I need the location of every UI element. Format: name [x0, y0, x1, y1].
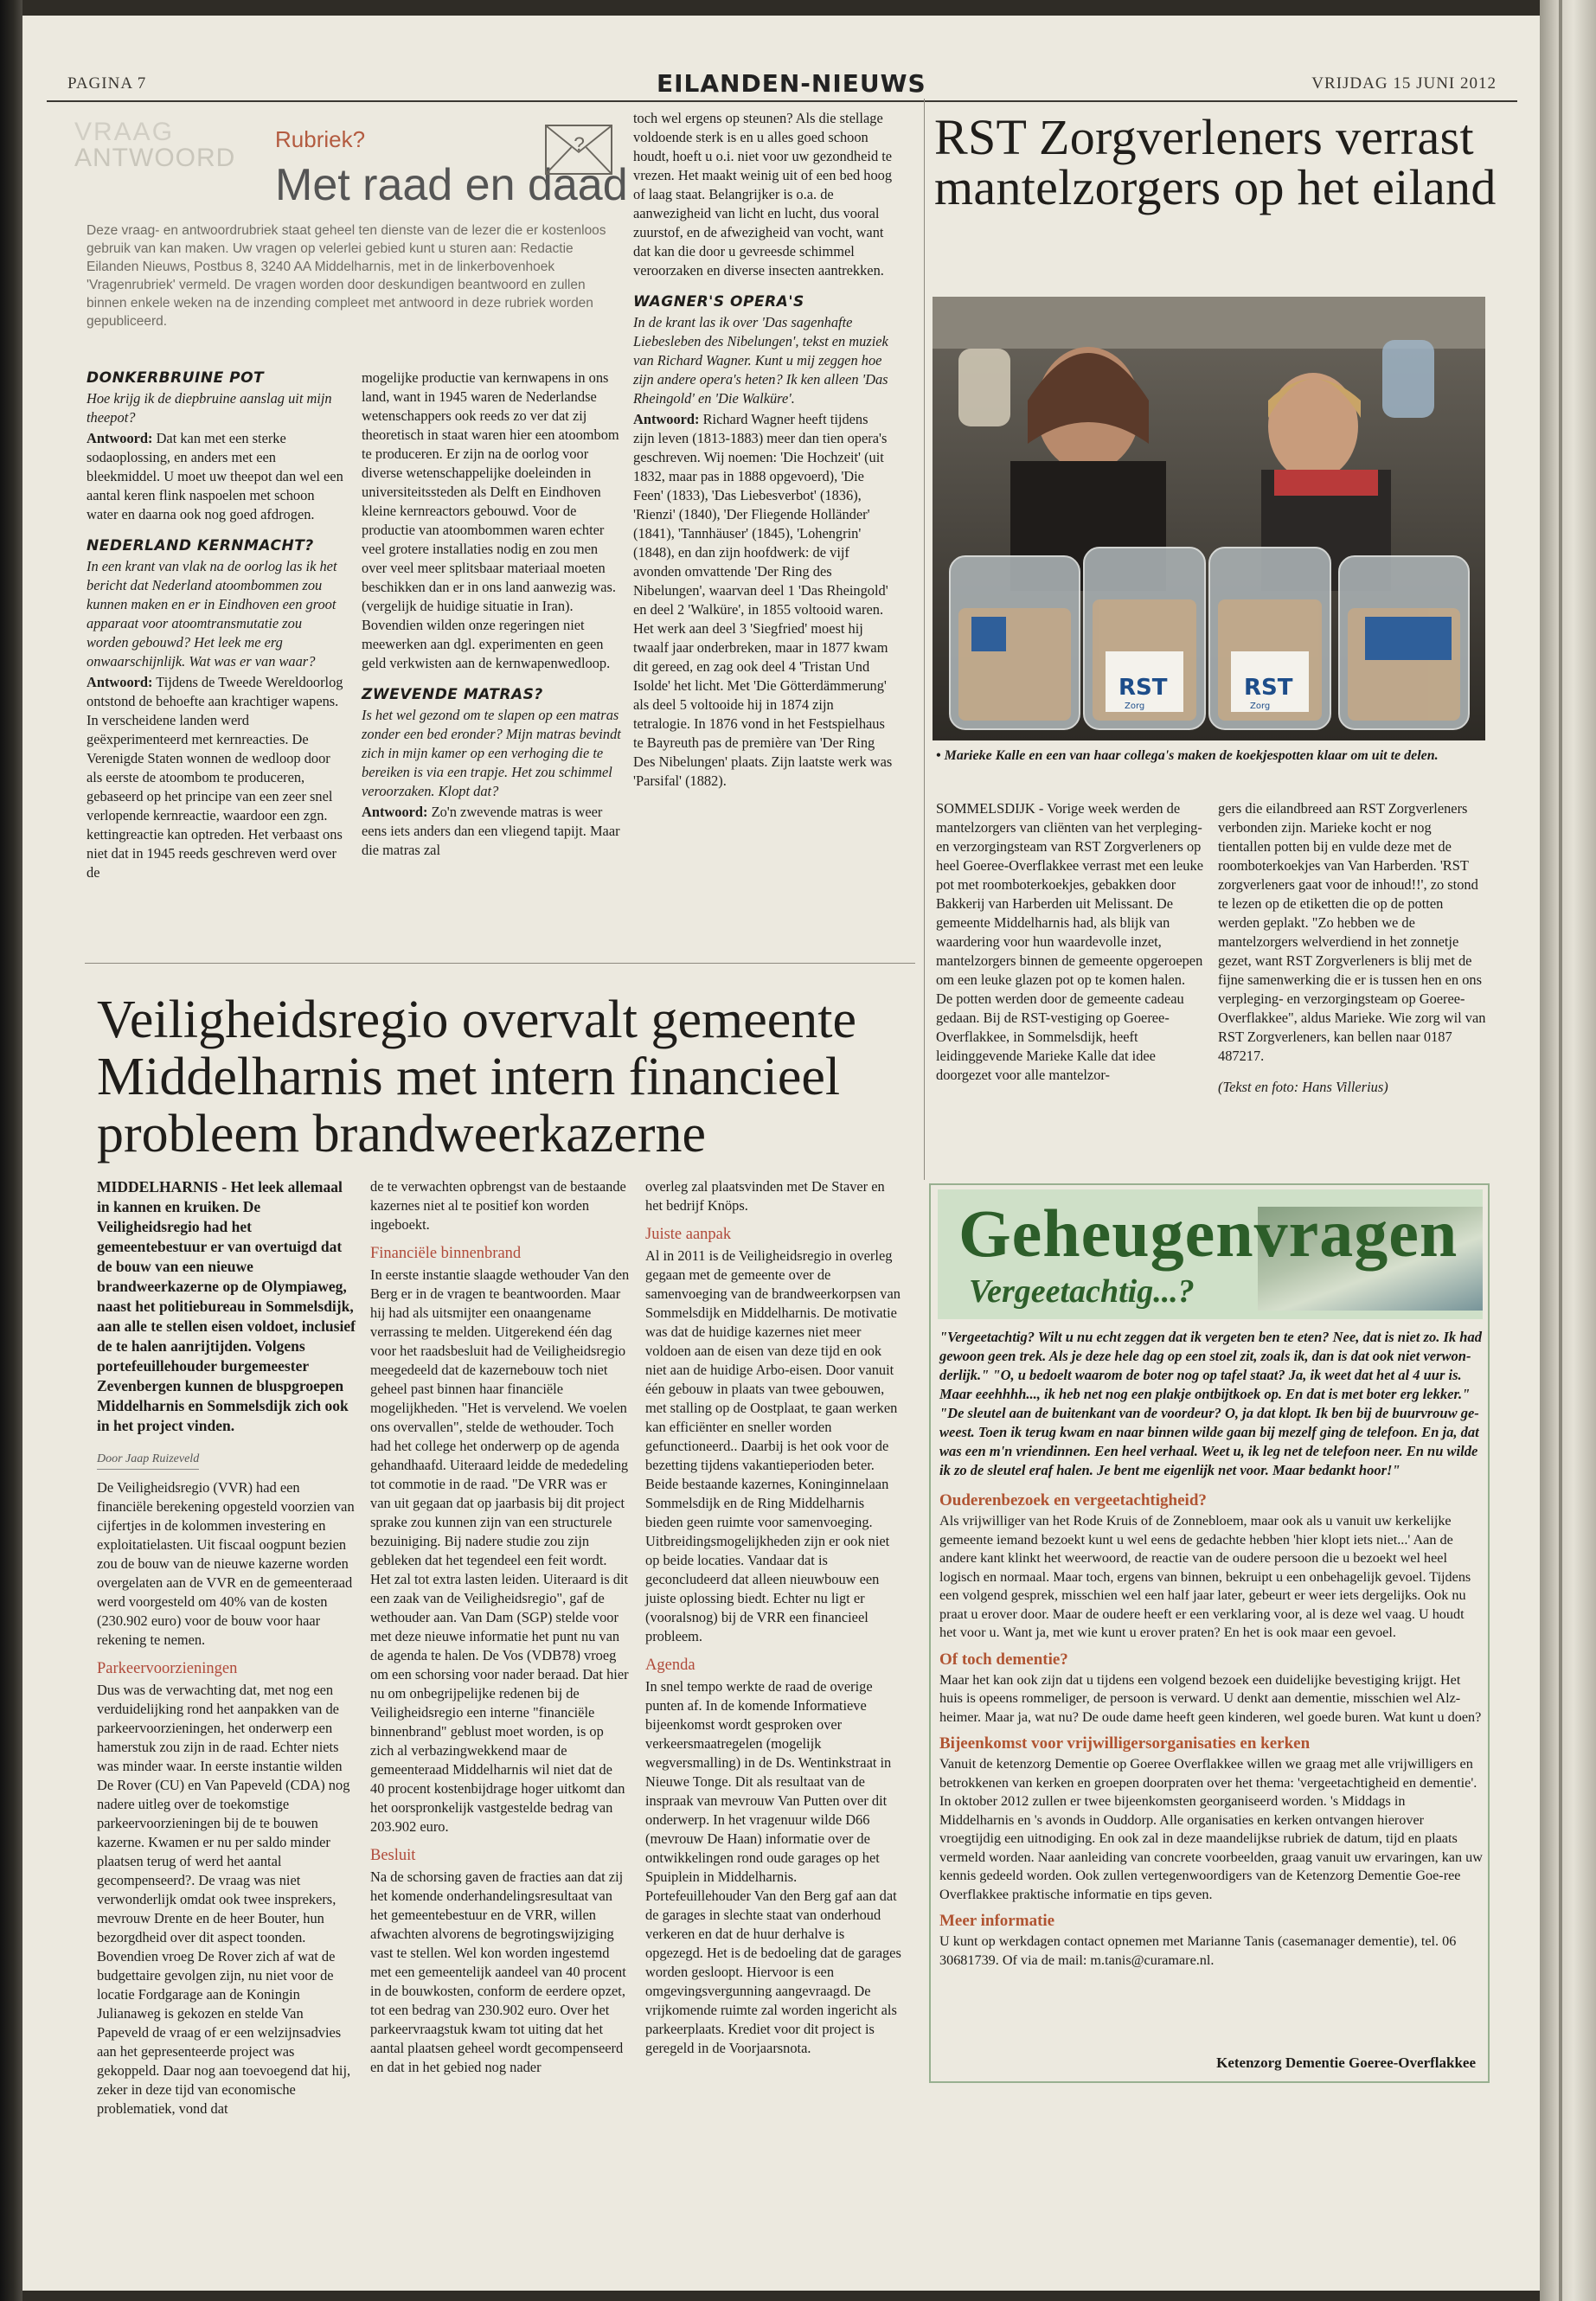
geheugen-box [938, 1189, 1483, 2301]
envelope-question-icon [545, 125, 612, 175]
rubriek-answer: Antwoord: Dat kan met een sterke sodaoplossing, en anders met een bleekmiddel. U moet uw theepot dan wel een aantal keren flink naspoelen met schoon water en daarna ook nog goed afdrogen. [87, 430, 343, 522]
rubriek-question-heading: DONKERBRUINE POT [87, 369, 265, 387]
answer-label: Antwoord: [87, 430, 153, 446]
rst-column-1 [936, 799, 1204, 1086]
vr-column-3 [645, 1177, 905, 2060]
rst-column-2 [1218, 799, 1486, 1099]
divider-horizontal [85, 963, 915, 964]
page-fold [1559, 0, 1562, 2301]
rubriek-kicker: Rubriek? [275, 126, 366, 152]
rubriek-question: In een krant van vlak na de oorlog las ik het bericht dat Nederland atoombommen zou kunnen maken en er in Eindhoven een groot apparaat voor atoomtransmutatie zou worden gebouwd? Het leek me erg onwaarschijnlijk. Wat was er van waar? [87, 558, 337, 670]
geheugen-banner [938, 1189, 1483, 1319]
rubriek-title: Met raad en daad [275, 160, 628, 210]
answer-label: Antwoord: [362, 804, 428, 820]
geheugen-title: Geheugenvragen [958, 1195, 1458, 1271]
page-header [47, 64, 1517, 102]
vr-paragraph: de te verwachten opbrengst van de bestaande kazernes niet al te positief kon worden ingeboekt. [370, 1178, 626, 1233]
rubriek-column-2 [362, 369, 621, 862]
vr-column-1 [97, 1177, 356, 2120]
rubriek-column-3 [633, 109, 893, 792]
vr-paragraph: De Veiligheidsregio (VVR) had een financiële berekening opgesteld voorzien van cijfertjes in de kolommen investering en exploitatielasten. Uit fiscaal oogpunt bezien zou de bouw van de nieuwe kazerne worden overgelaten aan de VVR en de gemeenteraad werd voorgesteld om 40% van de kosten (230.902 euro) voor de bouw voor haar rekening te nemen. [97, 1479, 355, 1648]
newspaper-page [22, 16, 1540, 2291]
geheugen-section-text: U kunt op werkdagen contact opnemen met Marianne Tanis (casemanager dementie), tel. 06 30681739. Of via de mail: m.tanis@curamare.nl. [939, 1933, 1457, 1968]
cookie-jars-photo [933, 297, 1485, 740]
answer-label: Antwoord: [633, 411, 700, 427]
vr-paragraph: Al in 2011 is de Veiligheidsregio in overleg gegaan met de gemeente over de samenvoeging van de brandweerkorpsen van Sommelsdijk en Middelharnis. De motivatie was dat de huidige kazernes niet meer voldoen aan de eisen van deze tijd en ook niet aan de huidige Arbo-eisen. Door vanuit één gebouw in plaats van twee gebouwen, met stalling op de Oostplaat, te gaan werken kan efficiënter en sneller worden gefunctioneerd.. Daarbij is het ook voor de bezetting tijdens vakantieperioden beter. Beide bestaande kazernes, Koninginnelaan Sommelsdijk en de Ring Middelharnis bieden geen ruimte voor samenvoeging. Uitbreidingsmogelijkheden zijn er ook niet op beide locaties. Vandaar dat is geconcludeerd dat alleen nieuwbouw een juiste oplossing biedt. Echter nu ligt er (vooralsnog) bij de VRR een financieel probleem. [645, 1247, 901, 1644]
vr-column-2 [370, 1177, 630, 2079]
vr-subheading: Agenda [645, 1657, 695, 1674]
vr-subheading: Besluit [370, 1847, 416, 1864]
newspaper-name: EILANDEN-NIEUWS [657, 69, 926, 98]
rubriek-question-heading: NEDERLAND KERNMACHT? [87, 537, 314, 554]
geheugen-section-heading: Of toch dementie? [939, 1650, 1068, 1669]
svg-text:Zorg: Zorg [1250, 702, 1271, 711]
rubriek-question: In de krant las ik over 'Das sagenhafte Liebesleben des Nibelungen', tekst en muziek van Richard Wagner. Kunt u mij zeggen hoe zijn andere opera's heten? Ik ken alleen 'Das Rheingold' en 'Die Walküre'. [633, 314, 888, 407]
rubriek-ghost-antwoord: ANTWOORD [74, 144, 236, 172]
geheugen-section-heading: Bijeenkomst voor vrijwilligersorganisaties en kerken [939, 1734, 1311, 1753]
geheugen-signature: Ketenzorg Dementie Goeree-Overflakkee [1216, 2054, 1476, 2071]
vr-subheading: Financiële binnenbrand [370, 1245, 522, 1262]
answer-label: Antwoord: [87, 674, 153, 690]
vr-paragraph: In eerste instantie slaagde wethouder Van den Berg er in de vragen te beantwoorden. Maar hij had als uitsmijter een onaangename verrassing te melden. Uitgerekend één dag voor het raadsbesluit had de Veiligheidsregio meegedeeld dat de kazernebouw toch niet geheel past binnen haar financiële mogelijkheden. "Het is vervelend. We voelen ons overvallen", stelde de wethouder. Toch had het college het onderwerp op de agenda gehandhaafd. Uiteraard leidde de mededeling tot commotie in de raad. "De VRR was er van uit gegaan dat op jaarbasis bij dit project sprake zou kunnen zijn van een structurele bezuiniging. Bij nadere studie zou zijn gebleken dat het tegendeel een feit wordt. Het zal tot extra lasten leiden. Uiteraard is dit een zaak van de Veiligheidsregio", gaf de wethouder aan. Van Dam (SGP) stelde voor met deze nieuwe informatie het punt nu van de agenda te halen. De Vos (VDB78) vroeg om een schorsing voor nader beraad. Dat hier nu om onbegrijpelijke redenen bij de Veiligheidsregio een interne "financiële binnenbrand" geblust moet worden, is op zich al verbazingwekkend maar de gemeenteraad Middelharnis wil niet dat de 40 procent kostenbijdrage hoger uitkomt dan het oorspronkelijk vastgestelde bedrag van 203.902 euro. [370, 1266, 630, 1835]
rubriek-paragraph: mogelijke productie van kernwapens in ons land, want in 1945 waren de Nederlandse wetenschappers ook reeds zo ver dat zij theoretisch in staat waren hier een atoombom te produceren. Er zijn na de oorlog voor diverse wetenschappelijke doeleinden in universiteitssteden als Delft en Eindhoven kleine kernreactors gebouwd. Voor de productie van atoombommen waren echter veel grotere installaties nodig en zou men over veel meer splitsbaar materiaal moeten beschikken dan er in ons land aanwezig was. (vergelijk de huidige situatie in Iran). Bovendien wilden onze regeringen niet meewerken aan dgl. experimenten en geen geld verkwisten aan de kernwapenwedloop. [362, 369, 619, 671]
divider-vertical [924, 99, 925, 1180]
vr-byline: Door Jaap Ruizeveld [97, 1450, 199, 1470]
rubriek-question-heading: WAGNER'S OPERA'S [633, 293, 804, 311]
geheugen-subtitle: Vergeetachtig...? [969, 1273, 1195, 1310]
rst-headline: RST Zorgverleners verrast mantelzorgers op het eiland [934, 109, 1497, 215]
rubriek-question: Is het wel gezond om te slapen op een matras zonder een bed eronder? Mijn matras bevindt zich in mijn kamer op een verhoging die te bereiken is via een trapje. Het zou schimmel veroorzaken. Klopt dat? [362, 707, 621, 799]
vr-paragraph: overleg zal plaatsvinden met De Staver en het bedrijf Knöps. [645, 1178, 885, 1214]
rst-paragraph-2: gers die eilandbreed aan RST Zorgverleners verbonden zijn. Marieke kocht er nog tientallen potten bij en vulde deze met de roomboterkoekjes van Van Harberden. 'RST zorgverleners gaat voor de inhoud!!', zo stond te lezen op de etiketten die op de potten werden geplakt. "Zo hebben we de mantelzorgers welverdiend in het zonnetje gezet, want RST Zorgverleners is blij met de fijne samenwerking die er is tussen hen en ons verpleging- en verzorgingsteam op Goeree-Overflakkee", aldus Marieke. Wie zorg wil van RST Zorgverleners, kan bellen naar 0187 487217. [1218, 800, 1486, 1064]
rst-paragraph-1: SOMMELSDIJK - Vorige week werden de mantelzorgers van cliënten van het verpleging- en verzorgingsteam van RST Zorgverleners op heel Goeree-Overflakkee verrast met een leuke pot met roomboterkoekjes, gebakken door Bakkerij van Harberden uit Melissant. De gemeente Middelharnis had, als blijk van waardering voor hun waardevolle inzet, mantelzorgers binnen de gemeente opgeroepen om een leuke glazen pot op te komen halen. De potten werden door de gemeente cadeau gedaan. Bij de RST-vestiging op Goeree-Overflakkee, in Sommelsdijk, heeft leidinggevende Marieke Kalle dat idee doorgezet voor alle mantelzor- [936, 800, 1203, 1083]
geheugen-body [939, 1484, 1483, 1970]
scan-edge-left [0, 0, 22, 2301]
svg-text:RST: RST [1244, 675, 1293, 701]
rst-photo [933, 297, 1485, 740]
geheugen-quote: "Vergeetachtig? Wilt u nu echt zeggen dat ik vergeten ben te eten? Nee, dat is niet zo. Ik had gewoon geen trek. Als je deze hele dag op een stoel zit, zoals ik, dan is dat ook niet verwon-derlijk." "O, u bedoelt waarom de boter nog op tafel staat? Ja, ik weet dat het al 4 uur is. Maar eeehhhh..., ik heb net nog een plakje ontbijtkoek op. En dat is met boter erg lekker." "De sleutel aan de buitenkant van de voordeur? O, ja dat klopt. Ik ben bij de buurvrouw ge-weest. Toen ik terug kwam en naar binnen wilde gaan bij mezelf ging de telefoon. En ja, dat was een m'n vriendinnen. Een heel verhaal. Weet u, ik leg net de telefoon neer. En nu wilde ik zo de sleutel eraf halen. Je bent me eigenlijk net voor. Maar bedankt hoor!" [939, 1329, 1482, 1478]
rubriek-answer: Antwoord: Richard Wagner heeft tijdens zijn leven (1813-1883) meer dan tien opera's geschreven. Wij noemen: 'Die Hochzeit' (uit 1832, maar pas in 1888 opgevoerd), 'Die Feen' (1833), 'Das Liebesverbot' (1836), 'Rienzi' (1840), 'Der Fliegende Holländer' (1841), 'Tannhäuser' (1845), 'Lohengrin' (1848), en dan zijn hoofdwerk: de vijf avonden omvattende 'Der Ring des Nibelungen', waarvan deel 1 'Das Rheingold' en deel 2 'Walküre', in 1855 voltooid waren. Het werk aan deel 3 'Siegfried' moest hij twaalf jaar onderbreken, maar in 1877 kwam dit gereed, en zag ook deel 4 'Tristan Und Isolde' het licht. Met 'Die Götterdämmerung' als deel 5 voltooide hij in 1874 zijn tetralogie. In 1876 vond in het Festspielhaus te Bayreuth pas de première van 'Der Ring Des Nibelungen' plaats. Zijn laatste werk was 'Parsifal' (1882). [633, 411, 893, 789]
geheugen-section-text: Maar het kan ook zijn dat u tijdens een volgend bezoek een duidelijke bevestiging krijgt. Het huis is opeens rommeliger, de persoon is verward. U denkt aan dementie, misschien wel Alz-heimer. Maar ja, wat nu? De oude dame heeft geen kinderen, wel goede buren. Wat kunt u doen? [939, 1671, 1482, 1725]
page-number: PAGINA 7 [67, 74, 147, 93]
rst-photo-caption: • Marieke Kalle en een van haar collega's maken de koekjespotten klaar om uit te delen. [936, 748, 1439, 763]
scan-edge-right [1540, 0, 1596, 2301]
geheugen-section-heading: Meer informatie [939, 1912, 1055, 1930]
vr-paragraph: In snel tempo werkte de raad de overige punten af. In de komende Informatieve bijeenkomst wordt gesproken over verkeersmaatregelen (mogelijk wegversmalling) in de Ds. Wentinkstraat in Nieuwe Tonge. Dit als resultaat van de inspraak van mevrouw Van Putten over dit onderwerp. In het vragenuur wilde D66 (mevrouw De Haan) informatie over de ontwikkelingen rond oude garages op het Spuiplein in Middelharnis. Portefeuillehouder Van den Berg gaf aan dat de garages in slechte staat van onderhoud verkeren en dat de huur derhalve is opgezegd. Het is de bedoeling dat de garages worden gesloopt. Hiervoor is een omgevingsvergunning aangevraagd. De vrijkomende ruimte zal worden ingericht als parkeerplaats. Krediet voor dit project is geregeld in de Voorjaarsnota. [645, 1678, 901, 2056]
rst-credit: (Tekst en foto: Hans Villerius) [1218, 1079, 1388, 1095]
rubriek-intro: Deze vraag- en antwoordrubriek staat geheel ten dienste van de lezer die er kostenloos gebruik van kan maken. Uw vragen op velerlei gebied kunt u sturen aan: Redactie Eilanden Nieuws, Postbus 8, 3240 AA Middelharnis, met in de linkerbovenhoek 'Vragenrubriek' vermeld. De vragen worden door deskundigen beantwoord en zullen binnen enkele weken na de inzending compleet met antwoord in deze rubriek worden gepubliceerd. [87, 223, 606, 329]
svg-text:?: ? [574, 133, 585, 155]
svg-text:Zorg: Zorg [1125, 702, 1145, 711]
rubriek-answer: Antwoord: Zo'n zwevende matras is weer eens iets anders dan een vliegend tapijt. Maar die matras zal [362, 804, 620, 858]
vr-subheading: Juiste aanpak [645, 1226, 732, 1243]
issue-date: VRIJDAG 15 JUNI 2012 [1311, 74, 1497, 93]
vr-headline: Veiligheidsregio overvalt gemeente Middelharnis met intern financieel probleem brandweerkazerne [97, 990, 857, 1163]
geheugen-section-text: Vanuit de ketenzorg Dementie op Goeree Overflakkee willen we graag met alle vrijwilligers en betrokkenen van kerken en groepen doorpraten over het thema: 'vergeetachtigheid en dementie'. In oktober 2012 zullen er twee bijeenkomsten georganiseerd worden. 's Middags in Middelharnis en 's avonds in Ouddorp. Alle organisaties en kerken ontvangen hierover vroegtijdig een uitnodiging. En ook zal in deze maandelijkse rubriek de datum, tijd en plaats vermeld worden. Naar aanleiding van concrete voorbeelden, graag vanuit uw ervaringen, kan uw kennis gedeeld worden. Ook zullen vertegenwoordigers van de Ketenzorg Dementie Goe-ree Overflakkee praktische informatie en tips geven. [939, 1756, 1483, 1902]
rubriek-answer: Antwoord: Tijdens de Tweede Wereldoorlog ontstond de behoefte aan krachtiger wapens. In verscheidene landen werd geëxperimenteerd met kernreacties. De Verenigde Staten wonnen de wedloop door als eerste de atoombom te produceren, gebaseerd op het principe van een zeer snel verlopende kernreactie, waardoor een zgn. kettingreactie kan optreden. Het verbaast ons niet dat in 1945 reeds geschreven werd over de [87, 674, 343, 881]
rubriek-column-1 [87, 369, 346, 884]
vr-paragraph: Na de schorsing gaven de fracties aan dat zij het komende onderhandelingsresultaat van het gemeentebestuur en de VRR, willen afwachten alvorens de begrotingswijziging vast te stellen. Wel kon worden ingestemd met een gemeentelijk aandeel van 40 procent in de bouwkosten, conform de eerdere opzet, tot een bedrag van 230.902 euro. Over het parkeervraagstuk kwam tot uiting dat het aantal plaatsen geheel wordt gecompenseerd en dat in het gebied nog nader [370, 1868, 626, 2075]
rubriek-question-heading: ZWEVENDE MATRAS? [362, 686, 543, 703]
vr-lead: MIDDELHARNIS - Het leek allemaal in kannen en kruiken. De Veiligheidsregio had het gemeentebestuur er van overtuigd dat de bouw van een nieuwe brandweerkazerne op de Olympiaweg, naast het politiebureau in Sommelsdijk, aan alle te stellen eisen voldoet, inclusief de te halen aanrijtijden. Volgens portefeuillehouder burgemeester Zevenbergen kunnen de bluspgroepen Middelharnis en Sommelsdijk zich ook in het project vinden. [97, 1178, 356, 1434]
vr-paragraph: Dus was de verwachting dat, met nog een verduidelijking rond het aanpakken van de parkeervoorzieningen, het onderwerp een hamerstuk zou zijn in de raad. Echter niets was minder waar. In eerste instantie wilden De Rover (CU) en Van Papeveld (CDA) nog nadere uitleg over de toekomstige parkeervoorzieningen bij de te bouwen kazerne. Kwamen er nu per saldo minder plaatsen terug of werd het aantal gecompenseerd?. De vraag was niet verwonderlijk omdat ook twee insprekers, mevrouw Drente en de heer Bouter, hun bezorgdheid over dit aspect toonden. Bovendien vroeg De Rover zich af wat de budgettaire gevolgen zijn, nu niet voor de locatie Fordgarage aan de Koningin Julianaweg is gekozen en stelde Van Papeveld de vraag of er een welzijnsadvies aan het gepresenteerde project was gekoppeld. Daar nog aan toevoegend dat hij, zeker in deze tijd van economische problematiek, vond dat [97, 1682, 351, 2117]
rubriek-question: Hoe krijg ik de diepbruine aanslag uit mijn theepot? [87, 390, 332, 426]
geheugen-section-heading: Ouderenbezoek en vergeetachtigheid? [939, 1491, 1207, 1509]
vr-subheading: Parkeervoorzieningen [97, 1660, 238, 1677]
geheugen-section-text: Als vrijwilliger van het Rode Kruis of de Zonnebloem, maar ook als u vanuit uw kerkelijke gemeente iemand bezoekt kunt u wel eens de gedachte hebben 'hier klopt iets niet...' Aan de andere kant klinkt het weerwoord, de reactie van de oudere persoon die u bezoekt wel heel logisch en normaal. Maar toch, ergens van binnen, bekruipt u een onbehagelijk gevoel. Tijdens een volgend gesprek, misschien wel een half jaar later, gebeurt er weer iets dergelijks. Ook nu praat u erover door. Maar de oudere heeft er een verklaring voor, al is deze wel vaag. U houdt het voor u. Want ja, met wie kunt u erover praten? En het is ook maar een gevoel. [939, 1513, 1471, 1640]
rubriek-paragraph: toch wel ergens op steunen? Als die stellage voldoende sterk is en u alles goed schoon houdt, hoeft u o.i. niet voor uw gezondheid te vrezen. Het maakt weinig uit of een bed hoog of laag staat. Belangrijker is o.a. de aanwezigheid van licht en lucht, dus vooral zuurstof, en de afwezigheid van vocht, want dat kan die door u gevreesde schimmel veroorzaken en diverse insecten aantrekken. [633, 110, 893, 279]
svg-text:RST: RST [1118, 675, 1168, 701]
rubriek-ghost-vraag: VRAAG [74, 118, 175, 146]
